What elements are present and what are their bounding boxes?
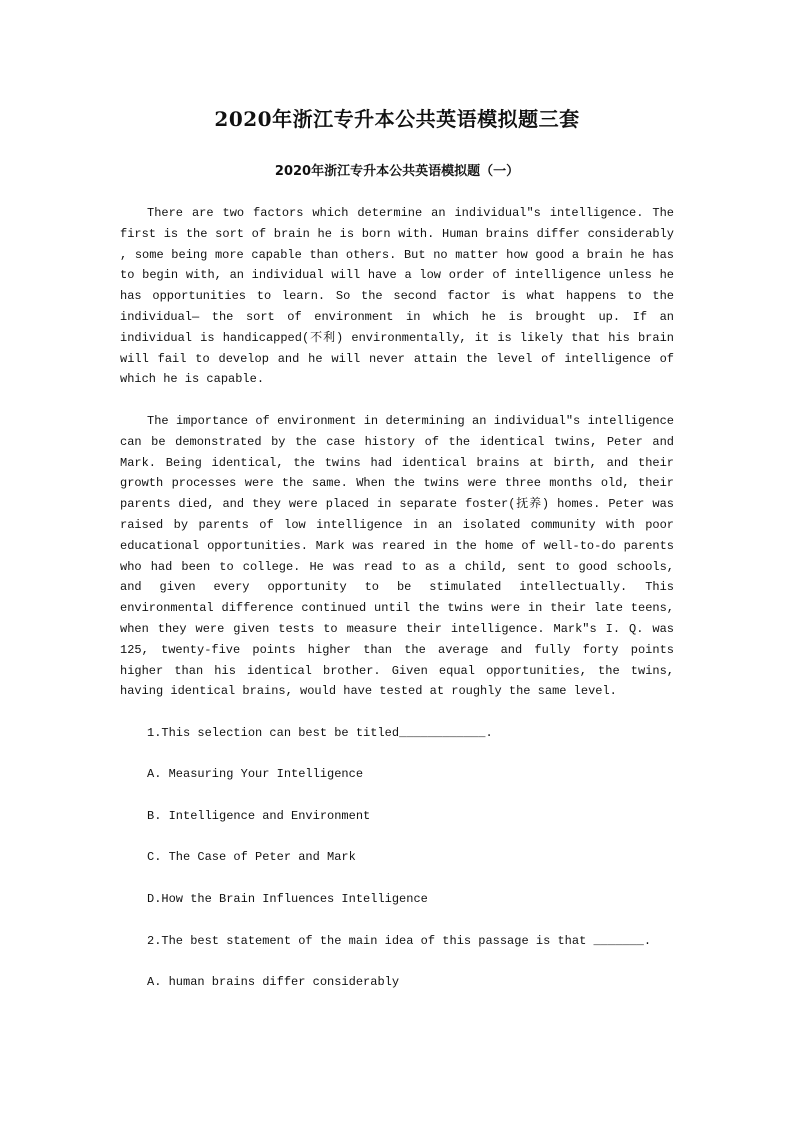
question-1-option-a: A. Measuring Your Intelligence <box>147 767 364 781</box>
passage-paragraph-1: There are two factors which determine an individual″s intelligence. The first is the sort of brain he is born with. Human brains differ considerably , some being more capable than others. But no matter how good a brain he has to begin with, an individual will have a low order of intelligence unless he has opportunities to learn. So the second factor is what happens to the individual— the sort of environment in which he is brought up. If an individual is handicapped(不利) environmentally, it is likely that his brain will fail to develop and he will never attain the level of intelligence of which he is capable. <box>120 206 674 387</box>
question-2-stem: 2.The best statement of the main idea of this passage is that _______. <box>147 934 652 948</box>
question-1-option-d: D.How the Brain Influences Intelligence <box>147 892 428 906</box>
question-1-option-b: B. Intelligence and Environment <box>147 809 371 823</box>
question-1-option-c: C. The Case of Peter and Mark <box>147 850 356 864</box>
passage-paragraph-2: The importance of environment in determining an individual″s intelligence can be demonstrated by the case history of the identical twins, Peter and Mark. Being identical, the twins had identical brains at birth, and their growth processes were the same. When the twins were three months old, their parents died, and they were placed in separate foster(抚养) homes. Peter was raised by parents of low intelligence in an isolated community with poor educational opportunities. Mark was reared in the home of well-to-do parents who had been to college. He was read to as a child, sent to good schools, and given every opportunity to be stimulated intellectually. This environmental difference continued until the twins were in their late teens, when they were given tests to measure their intelligence. Mark″s I. Q. was 125, twenty-five points higher than the average and fully forty points higher than his identical brother. Given equal opportunities, the twins, having identical brains, would have tested at roughly the same level. <box>120 414 674 699</box>
section-title: 2020年浙江专升本公共英语模拟题（一） <box>274 164 520 179</box>
question-1-stem: 1.This selection can best be titled____________. <box>147 726 493 740</box>
question-2-option-a: A. human brains differ considerably <box>147 975 400 989</box>
page-title: 2020年浙江专升本公共英语模拟题三套 <box>214 107 580 131</box>
